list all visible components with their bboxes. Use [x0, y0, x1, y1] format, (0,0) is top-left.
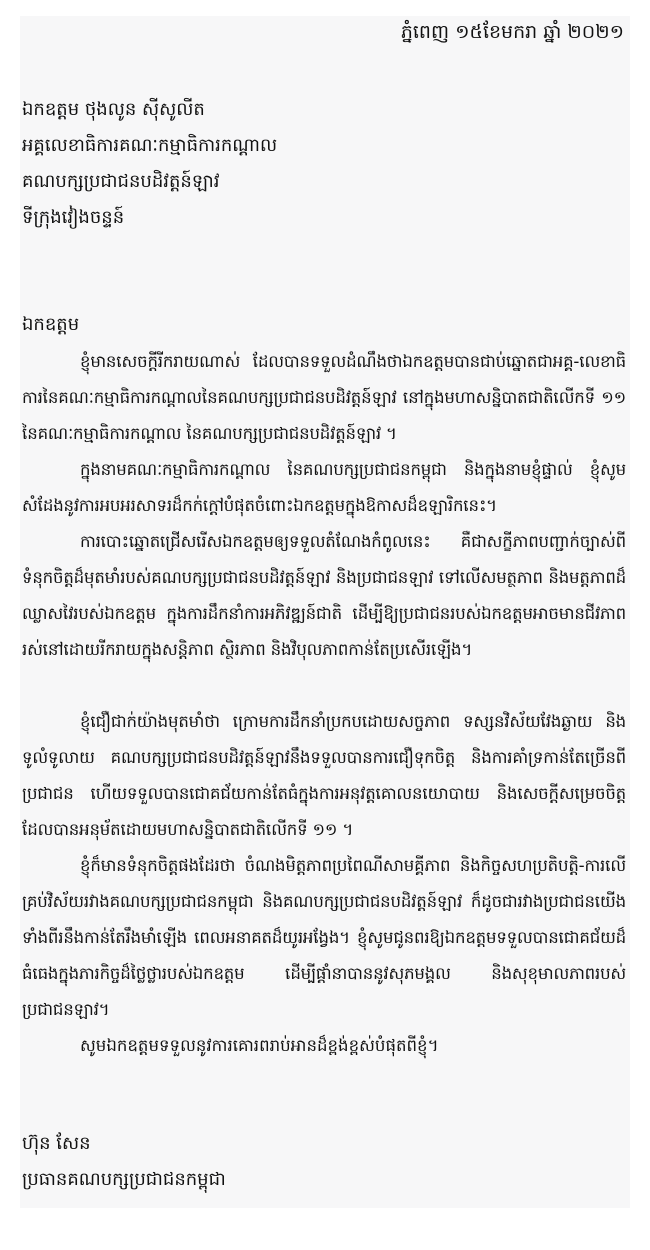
salutation: ឯកឧត្តម	[22, 314, 80, 335]
body-paragraph: ក្នុងនាមគណៈកម្មាធិការកណ្តាល នៃគណបក្សប្រជាជនកម្ពុជា និងក្នុងនាមខ្ញុំផ្ទាល់ ខ្ញុំសូមសំដែងនូវការអបអរសាទរដ៏កក់ក្តៅបំផុតចំពោះឯកឧត្តមក្នុងឱកាសដ៏ឧឡារិកនេះ។	[22, 460, 626, 515]
recipient-party: គណបក្សប្រជាជនបដិវត្តន៍ឡាវ	[22, 171, 220, 192]
letter-body	[22, 344, 626, 1064]
recipient-name: ឯកឧត្តម ថុងលូន ស៊ីសូលីត	[22, 99, 205, 120]
paragraph-spacer	[22, 668, 626, 704]
body-paragraph: ខ្ញុំមានសេចក្តីរីករាយណាស់ ដែលបានទទួលដំណឹងថាឯកឧត្តមបានជាប់ឆ្នោតជាអគ្គ-លេខាធិការនៃគណៈកម្មាធិការកណ្តាលនៃគណបក្សប្រជាជនបដិវត្តន៍ឡាវ នៅក្នុងមហាសន្និបាតជាតិលើកទី ១១ នៃគណៈកម្មាធិការកណ្តាល នៃគណបក្សប្រជាជនបដិវត្តន៍ឡាវ ។	[22, 352, 626, 443]
closing-line: សូមឯកឧត្តមទទួលនូវការគោរពរាប់អានដ៏ខ្ពង់ខ្ពស់បំផុតពីខ្ញុំ។	[80, 1036, 439, 1055]
recipient-city: ទីក្រុងវៀងចន្ទន៍	[22, 207, 125, 228]
recipient-position: អគ្គលេខាធិការគណៈកម្មាធិការកណ្តាល	[22, 135, 278, 156]
signature-block	[22, 1126, 226, 1198]
body-paragraph: ការបោះឆ្នោតជ្រើសរើសឯកឧត្តមឲ្យទទួលតំណែងកំពូលនេះ គឺជាសក្ខីភាពបញ្ជាក់ច្បាស់ពីទំនុកចិត្តដ៏មុតមាំរបស់គណបក្សប្រជាជនបដិវត្តន៍ឡាវ និងប្រជាជនឡាវ ទៅលើសមត្ថភាព និងមត្តភាពដ៏ឈ្លាសវៃរបស់ឯកឧត្តម ក្នុងការដឹកនាំការអភិវឌ្ឍន៍ជាតិ ដើម្បីឱ្យប្រជាជនរបស់ឯកឧត្តមអាចមានជីវភាពរស់នៅដោយរីករាយក្នុងសន្តិភាព ស្ថិរភាព និងវិបុលភាពកាន់តែប្រសើរឡើង។	[22, 532, 626, 659]
letter-date: ភ្នំពេញ ១៥ខែមករា ឆ្នាំ ២០២១	[400, 21, 624, 43]
signer-name: ហ៊ុន សែន	[22, 1133, 91, 1154]
body-paragraph: ខ្ញុំជឿជាក់យ៉ាងមុតមាំថា ក្រោមការដឹកនាំប្រកបដោយសច្ចភាព ទស្សនវិស័យវែងឆ្ងាយ និងទូលំទូលាយ គណបក្សប្រជាជនបដិវត្តន៍ឡាវនឹងទទួលបានការជឿទុកចិត្ត និងការគាំទ្រកាន់តែច្រើនពីប្រជាជន ហើយទទួលបានជោគជ័យកាន់តែធំក្នុងការអនុវត្តគោលនយោបាយ និងសេចក្តីសម្រេចចិត្តដែលបានអនុម័តដោយមហាសន្និបាតជាតិលើកទី ១១ ។	[22, 712, 626, 839]
letter-page	[20, 16, 630, 1208]
recipient-block	[22, 92, 622, 236]
signer-title: ប្រធានគណបក្សប្រជាជនកម្ពុជា	[22, 1169, 226, 1190]
body-paragraph: ខ្ញុំក៏មានទំនុកចិត្តផងដែរថា ចំណងមិត្តភាពប្រពៃណីសាមគ្គីភាព និងកិច្ចសហប្រតិបត្តិ-ការលើគ្រប់វិស័យរវាងគណបក្សប្រជាជនកម្ពុជា និងគណបក្សប្រជាជនបដិវត្តន៍ឡាវ ក៏ដូចជារវាងប្រជាជនយើងទាំងពីរនឹងកាន់តែរឹងមាំឡើង ពេលអនាគតដ៏យូរអង្វែង។ ខ្ញុំសូមជូនពរឱ្យឯកឧត្តមទទួលបានជោគជ័យដ៏ធំធេងក្នុងភារកិច្ចដ៏ថ្លៃថ្លារបស់ឯកឧត្តម ដើម្បីផ្តាំនាបាននូវសុភមង្គល និងសុខុមាលភាពរបស់ប្រជាជនឡាវ។	[22, 856, 626, 1019]
